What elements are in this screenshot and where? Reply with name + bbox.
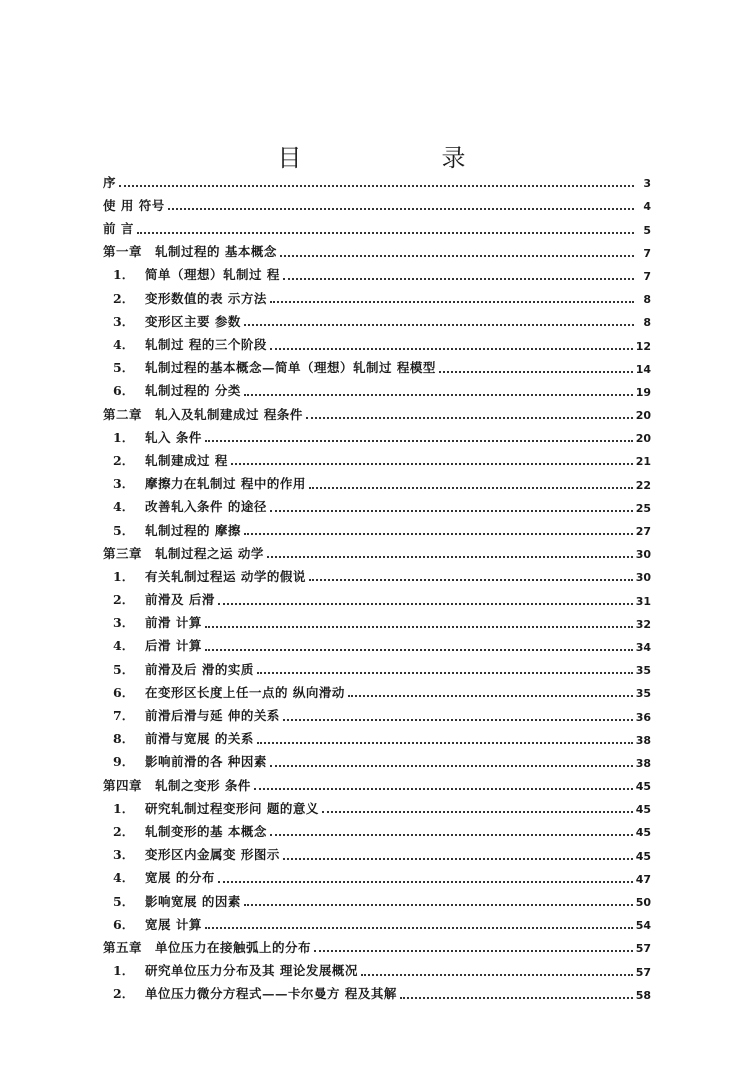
toc-entry-title: 前滑与宽展 的关系 [145, 731, 254, 746]
toc-section-entry [103, 746, 651, 769]
toc-dot-leader [205, 649, 633, 651]
toc-dot-leader [218, 881, 633, 883]
toc-page-number: 7 [643, 246, 651, 259]
toc-section-entry [103, 467, 651, 490]
toc-entry-number: 4． [113, 337, 135, 352]
toc-page-number: 54 [635, 919, 651, 932]
toc-section-entry [103, 630, 651, 653]
toc-page-number: 20 [635, 409, 651, 422]
toc-entry-title: 前滑及 后滑 [145, 592, 215, 607]
toc-entry-title: 轧制过程的 分类 [145, 383, 241, 398]
toc-entry-title: 使 用 符号 [103, 197, 165, 213]
toc-page-number: 19 [635, 385, 651, 398]
toc-dot-leader [361, 974, 633, 976]
toc-entry-number: 3． [113, 313, 135, 329]
toc-entry-number: 2． [113, 986, 135, 1001]
toc-entry-number: 5． [113, 893, 135, 908]
toc-entry-title: 宽展 计算 [145, 916, 202, 932]
toc-dot-leader [119, 185, 634, 187]
toc-entry-title: 有关轧制过程运 动学的假说 [145, 568, 306, 584]
toc-entry-number: 2． [113, 452, 135, 468]
toc-entry-number: 1． [113, 963, 135, 978]
toc-section-entry [103, 862, 651, 885]
toc-section-entry [103, 978, 651, 1001]
toc-page-number: 34 [635, 640, 651, 653]
toc-page-number: 35 [635, 687, 651, 700]
toc-dot-leader [306, 417, 633, 419]
toc-dot-leader [314, 950, 633, 952]
toc-entry-title: 前滑及后 滑的实质 [145, 661, 254, 677]
toc-entry-title: 单位压力微分方程式——卡尔曼方 程及其解 [145, 986, 397, 1001]
toc-entry-title: 轧制过程的 摩擦 [145, 522, 241, 537]
toc-page-number: 27 [635, 525, 651, 537]
toc-page-number: 35 [635, 664, 651, 677]
toc-front-entry [103, 166, 651, 189]
toc-entry-title: 前滑 计算 [145, 615, 202, 630]
toc-entry-number: 5． [113, 661, 135, 677]
table-of-contents [103, 166, 651, 1001]
toc-entry-title: 第二章 轧入及轧制建成过 程条件 [103, 406, 303, 422]
toc-entry-number: 6． [113, 684, 135, 700]
toc-dot-leader [137, 232, 634, 234]
toc-page-number: 45 [635, 803, 651, 816]
toc-entry-title: 影响前滑的各 种因素 [145, 754, 267, 769]
toc-entry-title: 影响宽展 的因素 [145, 893, 241, 908]
toc-section-entry [103, 328, 651, 351]
toc-section-entry [103, 444, 651, 467]
toc-page-number: 25 [635, 501, 651, 514]
toc-page-number: 4 [643, 200, 651, 213]
toc-entry-title: 宽展 的分布 [145, 870, 215, 885]
toc-dot-leader [205, 927, 633, 929]
toc-section-entry [103, 514, 651, 537]
toc-page-number: 8 [643, 293, 651, 306]
toc-section-entry [103, 815, 651, 838]
toc-page-number: 45 [635, 826, 651, 839]
toc-entry-title: 第四章 轧制之变形 条件 [103, 777, 251, 793]
toc-section-entry [103, 676, 651, 699]
toc-page-number: 21 [635, 455, 651, 468]
toc-entry-title: 轧制建成过 程 [145, 452, 228, 468]
toc-section-entry [103, 305, 651, 328]
toc-entry-title: 序 [103, 174, 117, 190]
toc-dot-leader [283, 278, 634, 280]
toc-front-entry [103, 189, 651, 212]
toc-entry-number: 6． [113, 383, 135, 398]
toc-page-number: 14 [635, 362, 651, 375]
toc-entry-title: 轧制过 程的三个阶段 [145, 337, 267, 352]
toc-section-entry [103, 954, 651, 977]
toc-section-entry [103, 792, 651, 815]
toc-dot-leader [244, 324, 634, 326]
toc-entry-title: 后滑 计算 [145, 638, 202, 653]
toc-dot-leader [244, 904, 633, 906]
toc-section-entry [103, 723, 651, 746]
toc-page-number: 38 [635, 756, 651, 769]
toc-page-number: 8 [643, 316, 651, 329]
toc-entry-number: 6． [113, 916, 135, 932]
toc-entry-number: 1． [113, 267, 135, 282]
toc-section-entry [103, 491, 651, 514]
toc-page-number: 5 [643, 223, 651, 236]
toc-dot-leader [322, 811, 633, 813]
toc-entry-title: 简单（理想）轧制过 程 [145, 267, 280, 282]
toc-dot-leader [309, 487, 633, 489]
toc-page-number: 57 [635, 965, 651, 978]
toc-entry-number: 7． [113, 708, 135, 723]
toc-dot-leader [270, 348, 633, 350]
toc-entry-title: 轧制变形的基 本概念 [145, 823, 267, 839]
toc-entry-title: 第一章 轧制过程的 基本概念 [103, 244, 277, 259]
toc-section-entry [103, 885, 651, 908]
toc-page-number: 50 [635, 896, 651, 908]
toc-entry-number: 9． [113, 754, 135, 769]
toc-section-entry [103, 421, 651, 444]
toc-entry-title: 第三章 轧制过程之运 动学 [103, 545, 264, 561]
toc-dot-leader [270, 510, 633, 512]
toc-entry-number: 2． [113, 592, 135, 607]
toc-page-number: 45 [635, 849, 651, 862]
toc-entry-title: 变形区内金属变 形图示 [145, 847, 280, 862]
toc-dot-leader [280, 255, 634, 257]
toc-page-number: 47 [635, 872, 651, 885]
toc-section-entry [103, 560, 651, 583]
toc-entry-number: 2． [113, 823, 135, 839]
toc-entry-number: 1． [113, 568, 135, 584]
toc-page-number: 32 [635, 617, 651, 630]
toc-chapter-entry [103, 537, 651, 560]
toc-dot-leader [400, 997, 633, 999]
toc-dot-leader [283, 858, 633, 860]
toc-dot-leader [257, 742, 633, 744]
toc-entry-title: 第五章 单位压力在接触弧上的分布 [103, 939, 312, 955]
toc-section-entry [103, 908, 651, 931]
toc-page-number: 31 [635, 594, 651, 607]
toc-section-entry [103, 699, 651, 722]
toc-page-number: 45 [635, 780, 651, 793]
toc-section-entry [103, 607, 651, 630]
toc-chapter-entry [103, 931, 651, 954]
toc-dot-leader [231, 463, 633, 465]
toc-page-number: 30 [635, 548, 651, 561]
toc-section-entry [103, 653, 651, 676]
toc-page-number: 38 [635, 733, 651, 746]
toc-section-entry [103, 583, 651, 606]
toc-entry-title: 变形数值的表 示方法 [145, 290, 267, 306]
toc-page-number: 58 [635, 988, 651, 1001]
toc-chapter-entry [103, 236, 651, 259]
toc-page-number: 12 [635, 339, 651, 352]
toc-section-entry [103, 282, 651, 305]
toc-entry-title: 在变形区长度上任一点的 纵向滑动 [145, 684, 345, 700]
toc-dot-leader [348, 695, 633, 697]
toc-entry-number: 4． [113, 499, 135, 514]
toc-dot-leader [168, 208, 634, 210]
toc-dot-leader [254, 788, 633, 790]
toc-chapter-entry [103, 398, 651, 421]
toc-dot-leader [257, 672, 633, 674]
toc-entry-number: 2． [113, 290, 135, 306]
toc-dot-leader [283, 719, 633, 721]
toc-dot-leader [270, 834, 633, 836]
toc-dot-leader [218, 603, 633, 605]
toc-page-number: 30 [635, 571, 651, 584]
toc-entry-number: 8． [113, 731, 135, 746]
page-title: 目 录 [277, 144, 524, 173]
toc-entry-title: 前 言 [103, 221, 134, 236]
toc-entry-number: 4． [113, 638, 135, 653]
toc-entry-number: 3． [113, 615, 135, 630]
toc-dot-leader [244, 533, 633, 535]
toc-entry-number: 3． [113, 476, 135, 491]
toc-dot-leader [309, 579, 633, 581]
toc-page-number: 3 [643, 177, 651, 190]
toc-dot-leader [205, 440, 633, 442]
toc-section-entry [103, 375, 651, 398]
toc-entry-title: 摩擦力在轧制过 程中的作用 [145, 476, 306, 491]
toc-dot-leader [244, 394, 633, 396]
toc-dot-leader [205, 626, 633, 628]
toc-page-number: 57 [635, 942, 651, 955]
toc-entry-title: 轧制过程的基本概念—简单（理想）轧制过 程模型 [145, 360, 436, 375]
toc-section-entry [103, 838, 651, 861]
toc-dot-leader [267, 556, 633, 558]
toc-entry-number: 5． [113, 360, 135, 375]
toc-entry-title: 改善轧入条件 的途径 [145, 499, 267, 514]
toc-entry-title: 轧入 条件 [145, 429, 202, 445]
toc-page-number: 7 [643, 269, 651, 282]
toc-entry-title: 变形区主要 参数 [145, 313, 241, 329]
toc-entry-number: 4． [113, 870, 135, 885]
toc-entry-title: 前滑后滑与延 伸的关系 [145, 708, 280, 723]
toc-page-number: 22 [635, 478, 651, 491]
toc-entry-number: 5． [113, 522, 135, 537]
toc-entry-number: 3． [113, 847, 135, 862]
toc-chapter-entry [103, 769, 651, 792]
toc-section-entry [103, 352, 651, 375]
toc-page-number: 20 [635, 432, 651, 445]
toc-page-number: 36 [635, 710, 651, 723]
toc-entry-title: 研究轧制过程变形问 题的意义 [145, 800, 319, 816]
toc-dot-leader [439, 371, 633, 373]
toc-section-entry [103, 259, 651, 282]
toc-dot-leader [270, 301, 634, 303]
toc-front-entry [103, 212, 651, 235]
toc-entry-number: 1． [113, 800, 135, 816]
toc-entry-number: 1． [113, 429, 135, 445]
toc-dot-leader [270, 765, 633, 767]
toc-entry-title: 研究单位压力分布及其 理论发展概况 [145, 963, 358, 978]
